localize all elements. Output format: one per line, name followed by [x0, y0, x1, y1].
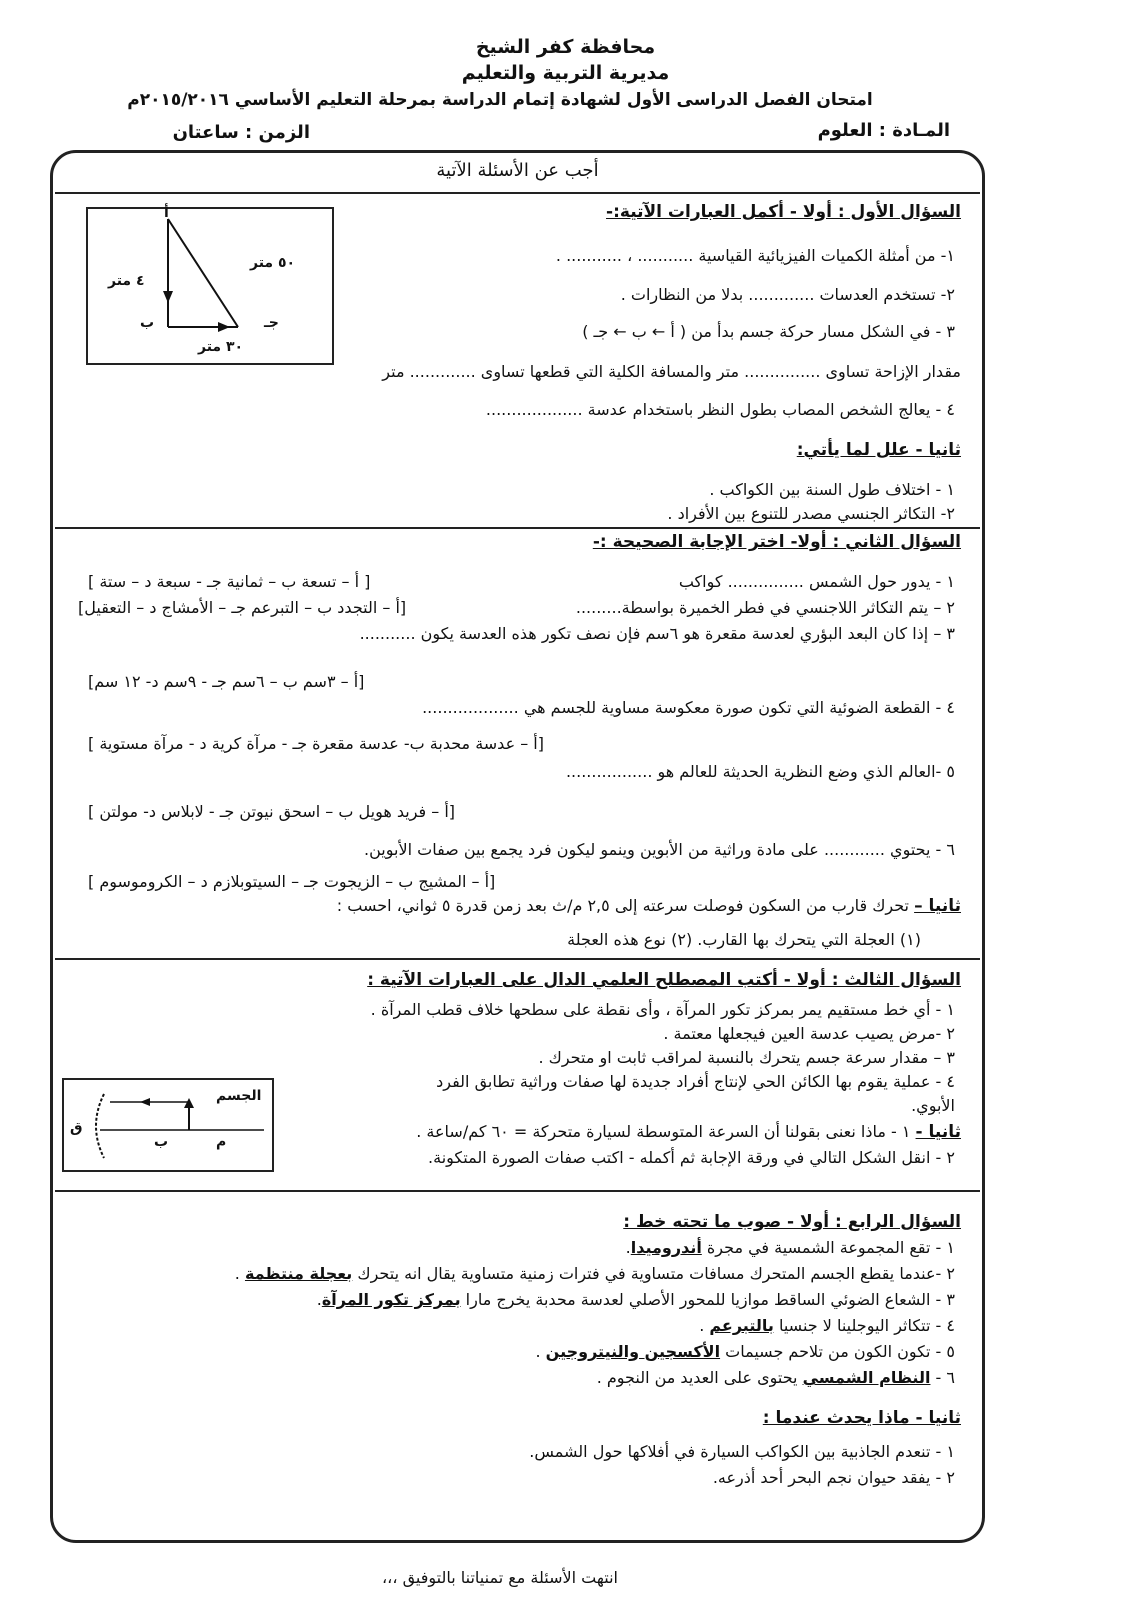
q2-item-3-options: [أ – ٣سم ب – ٦سم جـ - ٩سم د- ١٢ سم] — [88, 672, 365, 691]
q4-second-item-1: ١ - تنعدم الجاذبية بين الكواكب السيارة في أفلاكها حول الشمس. — [529, 1442, 955, 1461]
q4-item-3 — [317, 1290, 955, 1309]
q2-divider — [55, 958, 980, 960]
q3-second-item-1: ١ - ماذا نعنى بقولنا أن السرعة المتوسطة لسيارة متحركة = ٦٠ كم/ساعة . — [416, 1122, 911, 1141]
q1-title: السؤال الأول : أولا - أكمل العبارات الآتية:- — [606, 202, 961, 222]
q3-item-2: ٢ -مرض يصيب عدسة العين فيجعلها معتمة . — [663, 1024, 955, 1043]
q2-second — [337, 896, 961, 916]
directorate-title: مديرية التربية والتعليم — [461, 62, 670, 84]
q2-title: السؤال الثاني : أولا- اختر الإجابة الصحيحة :- — [592, 532, 961, 552]
q4-item-2-underlined: بعجلة منتظمة — [244, 1264, 353, 1283]
q4-item-4-underlined: بالتبرعم — [709, 1316, 774, 1335]
time-label: الزمن : ساعتان — [172, 122, 310, 143]
q2-item-6-options: [أ – المشيج ب – الزيجوت جـ – السيتوبلازم د – الكروموسوم ] — [88, 872, 496, 891]
q1-second-item-1: ١ - اختلاف طول السنة بين الكواكب . — [709, 480, 955, 499]
q2-item-2-options: [أ – التجدد ب – التبرعم جـ – الأمشاج د – التعقيل] — [78, 598, 407, 617]
q2-item-5: ٥ -العالم الذي وضع النظرية الحديثة للعالم هو ................. — [565, 762, 955, 781]
point-c-label: جـ — [264, 315, 279, 331]
q1-second-title: ثانيا - علل لما يأتي: — [796, 440, 961, 460]
q3-item-1: ١ - أي خط مستقيم يمر بمركز تكور المرآة ، وأى نقطة على سطحها خلاف قطب المرآة . — [370, 1000, 955, 1019]
q4-second-item-2: ٢ - يفقد حيوان نجم البحر أحد أذرعه. — [712, 1468, 955, 1487]
q4-item-3-underlined: بمركز تكور المرآة — [321, 1290, 461, 1309]
q4-item-1 — [626, 1238, 955, 1257]
q4-item-2-pre: ٢ -عندما يقطع الجسم المتحرك مسافات متساوية في فترات زمنية متساوية يقال انه يتحرك — [352, 1264, 955, 1283]
mirror-focus-label: ب — [154, 1134, 169, 1150]
side-ac-label: ٥٠ متر — [250, 255, 296, 271]
q2-item-1-options: [ أ – تسعة ب – ثمانية جـ - سبعة د – ستة ] — [88, 572, 371, 591]
q4-title: السؤال الرابع : أولا - صوب ما تحته خط : — [623, 1212, 961, 1232]
q3-title: السؤال الثالث : أولا - أكتب المصطلح العلمي الدال على العبارات الآتية : — [367, 970, 961, 990]
q4-item-2-post: . — [234, 1264, 245, 1283]
q4-item-6-post: يحتوى على العديد من النجوم . — [596, 1368, 803, 1387]
q1-second-item-2: ٢- التكاثر الجنسي مصدر للتنوع بين الأفراد . — [667, 504, 955, 523]
q1-divider — [55, 527, 980, 529]
q4-item-1-underlined: أندروميدا — [630, 1238, 702, 1257]
q1-item-3: ٣ - في الشكل مسار حركة جسم بدأ من ( أ ← ب ← جـ ) — [582, 322, 955, 341]
point-a-label: أ — [164, 205, 169, 221]
q4-item-5 — [536, 1342, 956, 1361]
q3-item-4-cont: الأبوي. — [911, 1096, 955, 1115]
instruction: أجب عن الأسئلة الآتية — [436, 160, 599, 181]
instruction-divider — [55, 192, 980, 194]
q4-item-6-underlined: النظام الشمسي — [802, 1368, 931, 1387]
q3-divider — [55, 1190, 980, 1192]
q2-item-3: ٣ – إذا كان البعد البؤري لعدسة مقعرة هو ٦سم فإن نصف تكور هذه العدسة يكون ........... — [359, 624, 955, 643]
q4-second-title: ثانيا - ماذا يحدث عندما : — [762, 1408, 961, 1428]
q2-second-text: تحرك قارب من السكون فوصلت سرعته إلى ٢,٥ م/ث بعد زمن قدرة ٥ ثواني، احسب : — [336, 896, 909, 915]
mirror-object-label: الجسم — [216, 1088, 262, 1104]
q2-item-4-options: [أ – عدسة محدبة ب- عدسة مقعرة جـ - مرآة كرية د - مرآة مستوية ] — [88, 734, 544, 753]
q2-second-sub: (١) العجلة التي يتحرك بها القارب. (٢) نوع هذه العجلة — [567, 930, 921, 949]
q4-item-1-post: . — [625, 1238, 631, 1257]
side-ab-label: ٤ متر — [108, 273, 145, 289]
q2-item-2: ٢ – يتم التكاثر اللاجنسي في فطر الخميرة بواسطة......... — [575, 598, 955, 617]
governorate-title: محافظة كفر الشيخ — [475, 36, 656, 58]
q4-item-1-pre: ١ - تقع المجموعة الشمسية في مجرة — [701, 1238, 955, 1257]
point-b-label: ب — [140, 315, 155, 331]
side-bc-label: ٣٠ متر — [198, 339, 244, 355]
q4-item-5-post: . — [535, 1342, 546, 1361]
q4-item-4-post: . — [699, 1316, 710, 1335]
q4-item-4 — [699, 1316, 955, 1335]
q2-item-5-options: [أ – فريد هويل ب – اسحق نيوتن جـ - لابلاس د- مولتن ] — [88, 802, 456, 821]
q2-second-title: ثانيا – — [914, 896, 961, 916]
q4-item-6 — [597, 1368, 955, 1387]
q1-item-4: ٤ - يعالج الشخص المصاب بطول النظر باستخدام عدسة ................... — [485, 400, 955, 419]
q4-item-3-post: . — [316, 1290, 322, 1309]
subject-label: المـادة : العلوم — [817, 120, 950, 141]
mirror-center-label: م — [216, 1134, 227, 1150]
q2-item-6: ٦ - يحتوي ............ على مادة وراثية من الأبوين وينمو ليكون فرد يجمع بين صفات الأبوين. — [364, 840, 955, 859]
q2-item-4: ٤ - القطعة الضوئية التي تكون صورة معكوسة مساوية للجسم هي ................... — [422, 698, 955, 717]
exam-title: امتحان الفصل الدراسى الأول لشهادة إتمام الدراسة بمرحلة التعليم الأساسي ٢٠١٥/٢٠١٦م — [127, 90, 873, 110]
q2-item-1: ١ - يدور حول الشمس ............... كواكب — [678, 572, 955, 591]
q3-second-item-2: ٢ - انقل الشكل التالي في ورقة الإجابة ثم أكمله - اكتب صفات الصورة المتكونة. — [428, 1148, 955, 1167]
q1-item-3-answer: مقدار الإزاحة تساوى ............... متر والمسافة الكلية التي قطعها تساوى ............. متر — [382, 362, 961, 381]
mirror-figure — [62, 1078, 274, 1172]
q1-item-2: ٢- تستخدم العدسات ............. بدلا من النظارات . — [620, 285, 955, 304]
q4-item-3-pre: ٣ - الشعاع الضوئي الساقط موازيا للمحور الأصلي لعدسة محدبة يخرج مارا — [460, 1290, 955, 1309]
q3-item-3: ٣ – مقدار سرعة جسم يتحرك بالنسبة لمراقب ثابت او متحرك . — [538, 1048, 955, 1067]
displacement-figure — [86, 207, 334, 365]
q4-item-6-pre: ٦ - — [930, 1368, 955, 1387]
q3-item-4: ٤ - عملية يقوم بها الكائن الحي لإنتاج أفراد جديدة لها صفات وراثية تطابق الفرد — [436, 1072, 955, 1091]
q3-second-row-1 — [416, 1122, 961, 1142]
q4-item-5-underlined: الأكسجين والنيتروجين — [545, 1342, 721, 1361]
q1-item-1: ١- من أمثلة الكميات الفيزيائية القياسية ........... ، ........... . — [555, 246, 955, 265]
footer-note: انتهت الأسئلة مع تمنياتنا بالتوفيق ،،، — [381, 1568, 618, 1587]
q4-item-2 — [235, 1264, 955, 1283]
q4-item-4-pre: ٤ - تتكاثر اليوجلينا لا جنسيا — [773, 1316, 955, 1335]
q3-second-title: ثانيا - — [915, 1122, 961, 1142]
mirror-pole-label: ق — [70, 1120, 83, 1136]
q4-item-5-pre: ٥ - تكون الكون من تلاحم جسيمات — [720, 1342, 955, 1361]
